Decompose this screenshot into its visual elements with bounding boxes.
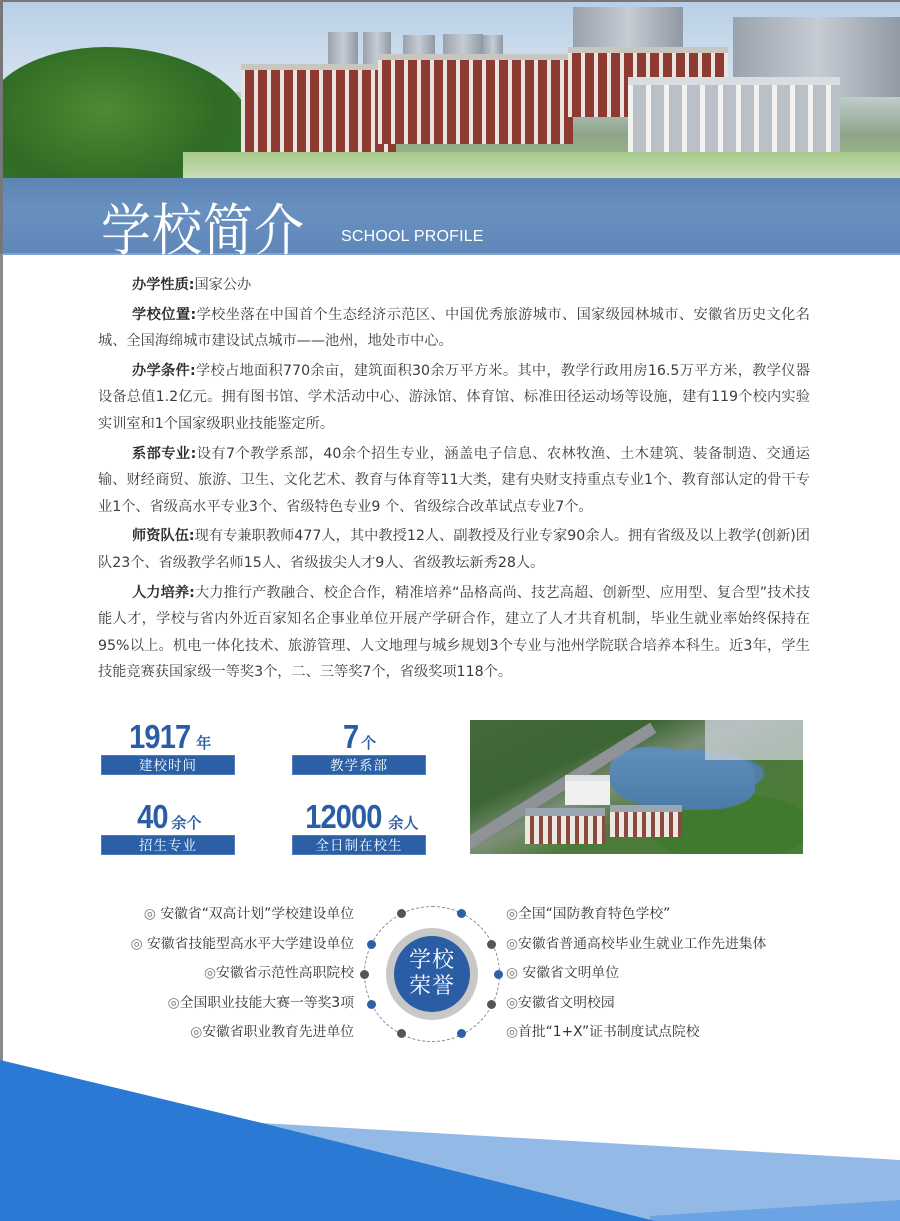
stat-unit: 余人 [388, 814, 419, 832]
badge-line2: 荣誉 [408, 974, 455, 999]
stat-unit: 个 [361, 734, 377, 752]
profile-faculty [98, 523, 810, 576]
page-title: 学校简介 [101, 198, 305, 264]
stat-caption: 建校时间 [101, 755, 235, 775]
honors-list-left [60, 900, 354, 1048]
bullet-icon: ◎ [190, 1024, 203, 1041]
bullet-icon: ◎ [506, 935, 519, 952]
lawn [183, 152, 900, 178]
stat-value: 40 [136, 798, 168, 835]
bullet-icon: ◎ [506, 906, 519, 922]
bullet-icon: ◎ [506, 994, 519, 1011]
honor-text: 安徽省文明校园 [518, 994, 615, 1011]
honor-text: 安徽省职业教育先进单位 [202, 1024, 354, 1041]
dot-icon [367, 1000, 376, 1009]
school-building [378, 54, 573, 144]
profile-training [98, 580, 810, 686]
profile-conditions [98, 358, 810, 438]
honor-text: 全国“国防教育特色学校” [518, 906, 671, 922]
honor-text: 安徽省示范性高职院校 [216, 965, 354, 982]
honor-item [60, 989, 354, 1019]
honor-item [60, 900, 354, 930]
building [565, 775, 610, 805]
dot-icon [494, 970, 503, 979]
para-text: 学校占地面积770余亩，建筑面积30余万平方米。其中，教学行政用房16.5万平方米，教学仪器设备总值1.2亿元。拥有图书馆、学术活动中心、游泳馆、体育馆、标准田径运动场等设施，建有119个校内实验实训室和1个国家级职业技能鉴定所。 [98, 362, 810, 432]
badge-line1: 学校 [408, 948, 455, 973]
honor-item [60, 930, 354, 960]
bullet-icon: ◎ [143, 906, 156, 922]
section-title-band [0, 178, 900, 264]
stat-majors [101, 800, 235, 855]
stat-value: 1917 [128, 718, 191, 755]
dot-icon [397, 1029, 406, 1038]
profile-departments [98, 441, 810, 521]
dot-icon [367, 940, 376, 949]
building [525, 808, 605, 844]
para-label: 系部专业: [132, 445, 197, 462]
page-subtitle-en: SCHOOL PROFILE [341, 228, 484, 245]
dot-icon [487, 940, 496, 949]
stat-students [292, 800, 426, 855]
para-label: 人力培养: [132, 584, 195, 601]
honors-emblem [361, 903, 503, 1045]
honor-text: 安徽省普通高校毕业生就业工作先进集体 [518, 935, 767, 952]
honors-list-right [506, 900, 836, 1048]
para-text: 国家公办 [194, 277, 252, 293]
dot-icon [397, 909, 406, 918]
bullet-icon: ◎ [506, 1024, 519, 1041]
bottom-wave-decoration [0, 1040, 900, 1221]
profile-nature [98, 272, 810, 299]
honor-item [506, 930, 836, 960]
para-text: 现有专兼职教师477人，其中教授12人、副教授及行业专家90余人。拥有省级及以上教学(创新)团队23个、省级教学名师15人、省级拔尖人才9人、省级教坛新秀28人。 [98, 528, 810, 571]
profile-text [98, 272, 810, 689]
honor-text: 安徽省技能型高水平大学建设单位 [147, 935, 354, 952]
stat-unit: 年 [196, 734, 212, 752]
bullet-icon: ◎ [130, 935, 143, 952]
para-label: 师资队伍: [132, 528, 195, 545]
honor-text: 安徽省“双高计划”学校建设单位 [160, 906, 354, 922]
stat-departments [292, 720, 426, 775]
profile-location [98, 302, 810, 355]
bullet-icon: ◎ [167, 994, 180, 1011]
building [705, 720, 803, 760]
para-text: 大力推行产教融合、校企合作，精准培养“品格高尚、技艺高超、创新型、应用型、复合型”技术技能人才，学校与省内外近百家知名企事业单位开展产学研合作，建立了人才共育机制，毕业生就业率始终保持在95%以上。机电一体化技术、旅游管理、人文地理与城乡规划3个专业与池州学院联合培养本科生。近3年，学生技能竞赛获国家级一等奖3个，二、三等奖7个，省级奖项118个。 [98, 584, 810, 681]
campus-banner-photo [0, 0, 900, 178]
honor-text: 安徽省文明单位 [522, 965, 620, 982]
stat-value: 7 [342, 718, 359, 755]
stat-caption: 全日制在校生 [292, 835, 426, 855]
dot-icon [457, 909, 466, 918]
bullet-icon: ◎ [203, 965, 217, 982]
dot-icon [360, 970, 369, 979]
para-label: 学校位置: [132, 306, 197, 323]
honor-item [506, 989, 836, 1019]
stat-caption: 教学系部 [292, 755, 426, 775]
stat-value: 12000 [304, 798, 382, 835]
dot-icon [487, 1000, 496, 1009]
honors-badge [394, 936, 470, 1012]
honor-text: 首批“1+X”证书制度试点院校 [518, 1024, 700, 1041]
honor-text: 全国职业技能大赛一等奖3项 [179, 994, 354, 1011]
para-text: 学校坐落在中国首个生态经济示范区、中国优秀旅游城市、国家级园林城市、安徽省历史文化名城、全国海绵城市建设试点城市——池州，地处市中心。 [98, 306, 810, 350]
para-label: 办学条件: [132, 362, 196, 379]
para-text: 设有7个教学系部，40余个招生专业，涵盖电子信息、农林牧渔、土木建筑、装备制造、交通运输、财经商贸、旅游、卫生、文化艺术、教育与体育等11大类，建有央财支持重点专业1个、教育部认定的骨干专业1个、省级高水平专业3个、省级特色专业9 个、省级综合改革试点专业7个。 [98, 445, 810, 515]
honor-item [506, 959, 836, 989]
aerial-campus-photo [470, 720, 803, 854]
honor-item [60, 959, 354, 989]
building [610, 805, 682, 837]
dot-icon [457, 1029, 466, 1038]
bullet-icon: ◎ [506, 965, 519, 982]
honor-item [506, 900, 836, 930]
school-building [241, 64, 396, 164]
stat-unit: 余个 [171, 814, 202, 832]
para-label: 办学性质: [132, 277, 195, 293]
stat-founded [101, 720, 235, 775]
stat-caption: 招生专业 [101, 835, 235, 855]
